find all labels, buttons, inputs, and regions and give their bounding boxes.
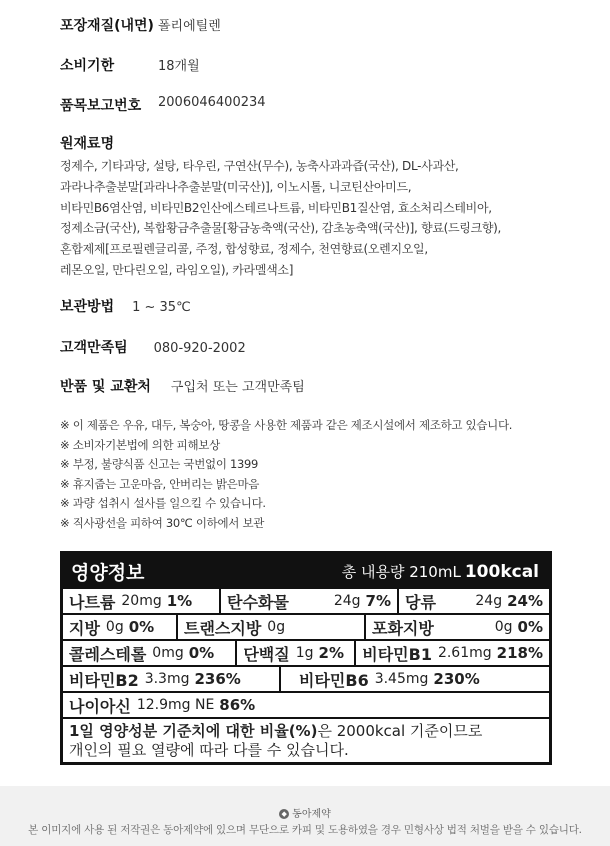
shelf-life-row	[60, 55, 200, 75]
notice-item: ※ 부정, 불량식품 신고는 국번없이 1399	[60, 457, 259, 471]
ingredients-list	[60, 156, 580, 281]
notice-item: ※ 휴지줍는 고운마음, 안버리는 밝은마음	[60, 476, 260, 491]
brand-mark-icon: ◆	[279, 809, 289, 819]
nutrient-percent: 0%	[128, 618, 155, 636]
nutrient-name: 당류	[405, 592, 436, 612]
nutrient-amount: 24g	[333, 593, 361, 609]
nutrient-percent: 86%	[219, 696, 256, 714]
nutrient-cell	[281, 667, 549, 691]
ingredients-line: 비타민B6염산염, 비타민B2인산에스테르나트륨, 비타민B1질산염, 효소처리스테비아,	[60, 200, 492, 215]
nutrient-amount: 2.61mg	[437, 645, 492, 661]
shelf-life-label: 소비기한	[60, 58, 115, 74]
notice-list	[60, 416, 590, 533]
returns-value: 구입처 또는 고객만족팀	[170, 380, 305, 395]
nutrient-amount: 12.9mg NE	[136, 697, 215, 713]
nutrient-cell	[63, 667, 281, 691]
customer-service-value: 080-920-2002	[153, 341, 246, 356]
nutrient-amount: 3.3mg	[144, 671, 190, 687]
ingredients-line: 정제소금(국산), 복합황금추출물[황금농축액(국산), 감초농축액(국산)], 향료(드링크향),	[60, 221, 502, 236]
storage-row	[60, 296, 191, 316]
nutrient-name: 포화지방	[372, 618, 434, 638]
nutrition-row	[63, 589, 549, 615]
nutrient-percent: 24%	[507, 592, 543, 610]
nutrient-amount: 24g	[475, 593, 503, 609]
nutrient-percent: 0%	[517, 618, 543, 636]
nutrient-percent: 7%	[365, 592, 391, 610]
nutrient-amount: 20mg	[121, 593, 162, 609]
brand-logo-text: 동아제약	[292, 809, 331, 820]
nutrition-header	[63, 554, 549, 589]
notice-item: ※ 직사광선을 피하여 30℃ 이하에서 보관	[60, 515, 265, 530]
nutrient-cell	[237, 641, 356, 665]
storage-value: 1 ~ 35℃	[132, 300, 191, 315]
nutrition-row	[63, 641, 549, 667]
nutrient-name: 단백질	[243, 644, 290, 664]
nutrient-amount: 3.45mg	[374, 671, 429, 687]
nutrient-percent: 0%	[188, 644, 215, 662]
nutrition-facts-table	[60, 551, 552, 765]
report-number-value: 2006046400234	[158, 95, 266, 110]
nutrient-name: 트랜스지방	[184, 618, 262, 638]
footnote-bold: 1일 영양성분 기준치에 대한 비율(%)	[69, 722, 318, 740]
nutrient-cell	[63, 693, 549, 717]
package-material-row	[60, 15, 221, 35]
nutrient-cell	[221, 589, 399, 613]
report-number-row	[60, 95, 266, 115]
nutrition-footnote	[63, 719, 549, 763]
footer	[0, 786, 610, 846]
nutrient-cell	[63, 641, 237, 665]
nutrition-title: 영양정보	[71, 562, 145, 584]
storage-label: 보관방법	[60, 299, 115, 315]
ingredients-line: 혼합제제[프로필렌글리콜, 주정, 합성향료, 정제수, 천연향료(오렌지오일,	[60, 242, 428, 257]
customer-service-row	[60, 337, 246, 357]
nutrient-name: 비타민B1	[362, 644, 432, 664]
nutrient-amount: 0g	[494, 619, 513, 635]
nutrition-row	[63, 667, 549, 693]
notice-item: ※ 과량 섭취시 설사를 일으킬 수 있습니다.	[60, 496, 266, 510]
nutrient-name: 탄수화물	[227, 592, 289, 612]
customer-service-label: 고객만족팀	[60, 340, 128, 356]
notice-item: ※ 이 제품은 우유, 대두, 복숭아, 땅콩을 사용한 제품과 같은 제조시설에서 제조하고 있습니다.	[60, 418, 513, 432]
notice-item: ※ 소비자기본법에 의한 피해보상	[60, 437, 220, 452]
nutrient-name: 나이아신	[69, 696, 131, 716]
footnote-rest: 은 2000kcal 기준이므로	[317, 722, 483, 740]
nutrient-amount: 0mg	[152, 645, 184, 661]
report-number-label: 품목보고번호	[60, 98, 142, 114]
copyright-notice: 본 이미지에 사용 된 저작권은 동아제약에 있으며 무단으로 카피 및 도용하였을 경우 민형사상 법적 처벌을 받을 수 있습니다.	[28, 824, 582, 836]
nutrient-amount: 0g	[267, 619, 286, 635]
nutrient-name: 비타민B2	[69, 670, 139, 690]
returns-row	[60, 376, 305, 396]
returns-label: 반품 및 교환처	[60, 379, 151, 395]
brand-logo	[0, 805, 610, 820]
nutrient-cell	[63, 589, 221, 613]
nutrient-percent: 2%	[318, 644, 344, 662]
package-material-value: 폴리에틸렌	[158, 19, 221, 34]
ingredients-line: 레몬오일, 만다린오일, 라임오일), 카라멜색소]	[60, 262, 294, 277]
nutrient-percent: 218%	[496, 644, 543, 662]
nutrient-amount: 0g	[105, 619, 124, 635]
total-kcal: 100kcal	[464, 562, 539, 582]
nutrition-total	[342, 561, 539, 582]
ingredients-label: 원재료명	[60, 136, 115, 152]
total-volume: 총 내용량 210mL	[341, 563, 461, 581]
nutrient-percent: 230%	[433, 670, 480, 688]
nutrition-row	[63, 693, 549, 719]
shelf-life-value: 18개월	[158, 59, 200, 74]
nutrition-row	[63, 615, 549, 641]
nutrient-cell	[178, 615, 366, 639]
footnote-line2: 개인의 필요 열량에 따라 다를 수 있습니다.	[69, 741, 349, 759]
nutrient-cell	[63, 615, 178, 639]
nutrient-percent: 1%	[166, 592, 193, 610]
nutrient-name: 지방	[69, 618, 100, 638]
nutrient-cell	[399, 589, 549, 613]
ingredients-line: 과라나추출분말[과라나추출분말(미국산)], 이노시톨, 니코틴산아미드,	[60, 179, 412, 194]
nutrient-cell	[366, 615, 549, 639]
nutrient-name: 콜레스테롤	[69, 644, 147, 664]
nutrient-name: 비타민B6	[299, 670, 369, 690]
package-material-label: 포장재질(내면)	[60, 18, 154, 34]
ingredients-line: 정제수, 기타과당, 설탕, 타우린, 구연산(무수), 농축사과과즙(국산), DL-사과산,	[60, 159, 459, 173]
nutrient-percent: 236%	[194, 670, 241, 688]
nutrient-cell	[356, 641, 549, 665]
nutrient-amount: 1g	[295, 645, 314, 661]
nutrient-name: 나트륨	[69, 592, 116, 612]
